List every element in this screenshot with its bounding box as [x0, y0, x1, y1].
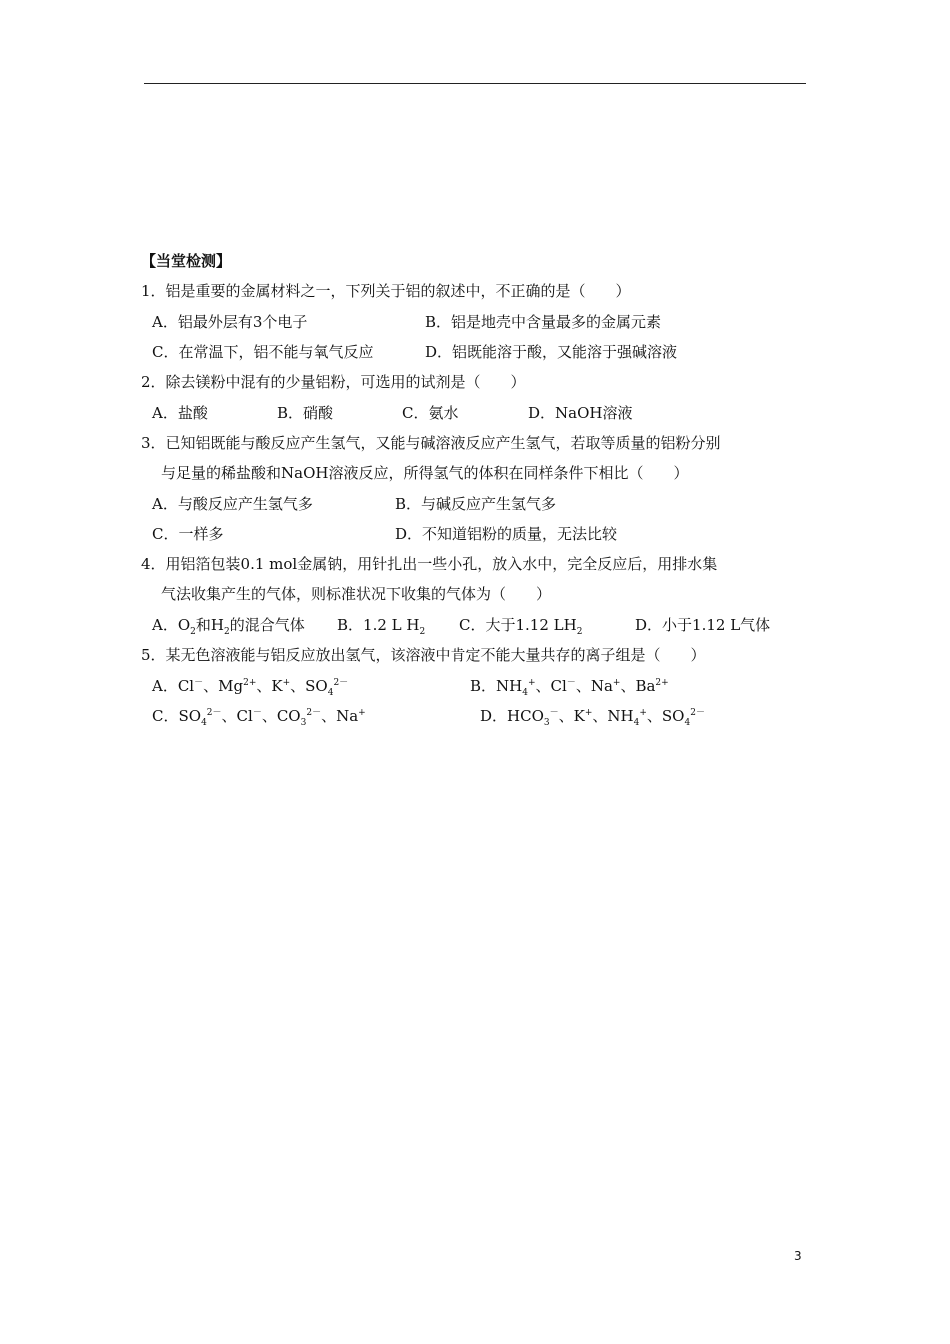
q4-option-b: B．1.2 L $H_2$ [337, 616, 426, 637]
section-title: 【当堂检测】 [141, 252, 232, 270]
q5-option-a: A．Cl－、$Mg^{2+}$、K+、$SO_4^{2-}$ [152, 677, 349, 698]
q3-option-d: D．不知道铝粉的质量，无法比较 [395, 525, 618, 543]
q2-option-a: A．盐酸 [152, 404, 208, 422]
q5-option-d: D．$HCO_3^-$、K+、$NH_4^+$、$SO_4^{2-}$ [480, 707, 705, 728]
question-4-stem-line1: 4．用铝箔包装0.1 mol金属钠，用针扎出一些小孔，放入水中，完全反应后，用排水集 [141, 555, 718, 573]
page-number: 3 [794, 1249, 802, 1263]
question-5-stem: 5．某无色溶液能与铝反应放出氢气，该溶液中肯定不能大量共存的离子组是（ ） [141, 646, 706, 664]
question-3-stem-line1: 3．已知铝既能与酸反应产生氢气，又能与碱溶液反应产生氢气，若取等质量的铝粉分别 [141, 434, 721, 452]
q4-option-c: C．大于1.12 $LH_2$ [459, 616, 583, 637]
q5-option-b: B．$NH_4^+$、Cl－、Na+、$Ba^{2+}$ [470, 677, 669, 698]
q2-option-b: B．硝酸 [277, 404, 334, 422]
q3-option-b: B．与碱反应产生氢气多 [395, 495, 557, 513]
q1-option-c: C．在常温下，铝不能与氧气反应 [152, 343, 374, 361]
question-2-stem: 2．除去镁粉中混有的少量铝粉，可选用的试剂是（ ） [141, 373, 526, 391]
q3-option-a: A．与酸反应产生氢气多 [152, 495, 313, 513]
question-1-stem: 1．铝是重要的金属材料之一，下列关于铝的叙述中，不正确的是（ ） [141, 282, 631, 300]
q4-option-a: A．$O_2$和$H_2$的混合气体 [152, 616, 305, 637]
q1-option-b: B．铝是地壳中含量最多的金属元素 [425, 313, 662, 331]
q1-option-a: A．铝最外层有3个电子 [152, 313, 308, 331]
header-rule [144, 83, 806, 84]
q3-option-c: C．一样多 [152, 525, 224, 543]
question-4-stem-line2: 气法收集产生的气体，则标准状况下收集的气体为（ ） [161, 585, 552, 603]
q2-option-c: C．氨水 [402, 404, 459, 422]
q5-option-c: C．$SO_4^{2-}$、Cl－、$CO_3^{2-}$、Na+ [152, 707, 366, 728]
q2-option-d: D．NaOH溶液 [528, 404, 633, 422]
q4-option-d: D．小于1.12 L气体 [635, 616, 771, 634]
question-3-stem-line2: 与足量的稀盐酸和NaOH溶液反应，所得氢气的体积在同样条件下相比（ ） [161, 464, 689, 482]
q1-option-d: D．铝既能溶于酸，又能溶于强碱溶液 [425, 343, 678, 361]
